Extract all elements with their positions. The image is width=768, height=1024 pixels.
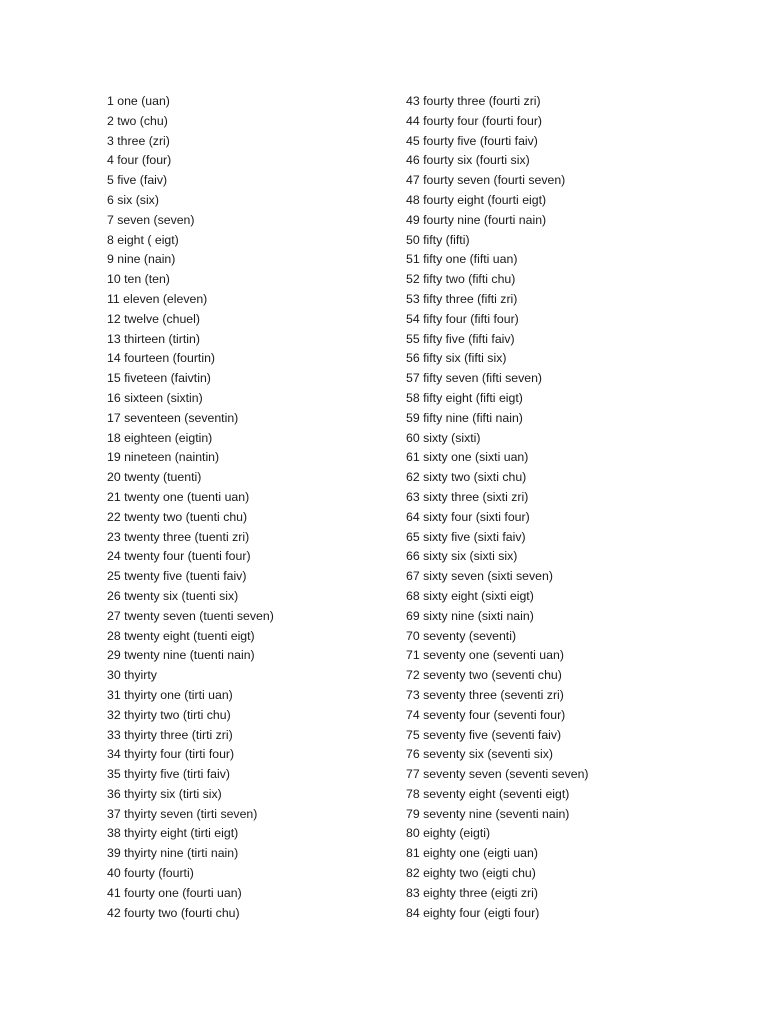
list-item: 51 fifty one (fifti uan)	[406, 252, 518, 267]
list-item: 78 seventy eight (seventi eigt)	[406, 786, 570, 801]
list-item: 19 nineteen (naintin)	[107, 450, 220, 465]
list-item: 44 fourty four (fourti four)	[406, 113, 543, 128]
list-item: 52 fifty two (fifti chu)	[406, 272, 516, 287]
list-item: 7 seven (seven)	[107, 212, 195, 227]
list-item: 76 seventy six (seventi six)	[406, 747, 553, 762]
list-item: 43 fourty three (fourti zri)	[406, 94, 541, 108]
list-item: 39 thyirty nine (tirti nain)	[107, 846, 239, 861]
list-item: 36 thyirty six (tirti six)	[107, 786, 222, 801]
list-item: 72 seventy two (seventi chu)	[406, 668, 562, 683]
list-item: 38 thyirty eight (tirti eigt)	[107, 826, 239, 841]
list-item: 31 thyirty one (tirti uan)	[107, 687, 233, 702]
list-item: 84 eighty four (eigti four)	[406, 905, 540, 920]
list-item: 1 one (uan)	[107, 94, 170, 108]
list-item: 5 five (faiv)	[107, 173, 168, 188]
list-item: 70 seventy (seventi)	[406, 628, 517, 643]
list-item: 32 thyirty two (tirti chu)	[107, 707, 231, 722]
list-item: 42 fourty two (fourti chu)	[107, 905, 240, 920]
list-item: 26 twenty six (tuenti six)	[107, 588, 239, 603]
list-item: 56 fifty six (fifti six)	[406, 351, 507, 366]
list-item: 3 three (zri)	[107, 133, 170, 148]
list-item: 58 fifty eight (fifti eigt)	[406, 390, 523, 405]
list-item: 80 eighty (eigti)	[406, 826, 491, 841]
list-item: 37 thyirty seven (tirti seven)	[107, 806, 258, 821]
list-item: 12 twelve (chuel)	[107, 311, 200, 326]
list-item: 75 seventy five (seventi faiv)	[406, 727, 562, 742]
list-item: 71 seventy one (seventi uan)	[406, 648, 564, 663]
list-item: 48 fourty eight (fourti eigt)	[406, 192, 547, 207]
list-item: 46 fourty six (fourti six)	[406, 153, 530, 168]
list-item: 35 thyirty five (tirti faiv)	[107, 767, 230, 782]
list-item: 34 thyirty four (tirti four)	[107, 747, 235, 762]
list-item: 20 twenty (tuenti)	[107, 470, 202, 485]
list-item: 53 fifty three (fifti zri)	[406, 291, 518, 306]
list-item: 73 seventy three (seventi zri)	[406, 687, 564, 702]
list-item: 40 fourty (fourti)	[107, 866, 194, 881]
list-item: 50 fifty (fifti)	[406, 232, 470, 247]
list-item: 2 two (chu)	[107, 113, 168, 128]
list-item: 17 seventeen (seventin)	[107, 410, 239, 425]
list-item: 6 six (six)	[107, 192, 159, 207]
list-item: 14 fourteen (fourtin)	[107, 351, 216, 366]
list-item: 65 sixty five (sixti faiv)	[406, 529, 526, 544]
list-item: 69 sixty nine (sixti nain)	[406, 608, 534, 623]
list-item: 47 fourty seven (fourti seven)	[406, 173, 566, 188]
list-item: 82 eighty two (eigti chu)	[406, 866, 536, 881]
list-item: 23 twenty three (tuenti zri)	[107, 529, 250, 544]
list-item: 24 twenty four (tuenti four)	[107, 549, 251, 564]
list-item: 55 fifty five (fifti faiv)	[406, 331, 515, 346]
right-number-list	[406, 92, 736, 923]
list-item: 49 fourty nine (fourti nain)	[406, 212, 547, 227]
list-item: 29 twenty nine (tuenti nain)	[107, 648, 255, 663]
list-item: 54 fifty four (fifti four)	[406, 311, 519, 326]
list-item: 81 eighty one (eigti uan)	[406, 846, 538, 861]
list-item: 63 sixty three (sixti zri)	[406, 489, 529, 504]
list-item: 74 seventy four (seventi four)	[406, 707, 566, 722]
list-item: 11 eleven (eleven)	[107, 291, 208, 306]
list-item: 18 eighteen (eigtin)	[107, 430, 213, 445]
list-item: 41 fourty one (fourti uan)	[107, 885, 242, 900]
list-item: 83 eighty three (eigti zri)	[406, 885, 538, 900]
list-item: 57 fifty seven (fifti seven)	[406, 371, 543, 386]
list-item: 77 seventy seven (seventi seven)	[406, 767, 589, 782]
list-item: 68 sixty eight (sixti eigt)	[406, 588, 534, 603]
list-item: 33 thyirty three (tirti zri)	[107, 727, 233, 742]
list-item: 15 fiveteen (faivtin)	[107, 371, 211, 386]
list-item: 9 nine (nain)	[107, 252, 176, 267]
list-item: 28 twenty eight (tuenti eigt)	[107, 628, 255, 643]
list-item: 61 sixty one (sixti uan)	[406, 450, 529, 465]
list-item: 67 sixty seven (sixti seven)	[406, 569, 553, 584]
list-item: 13 thirteen (tirtin)	[107, 331, 200, 346]
list-item: 21 twenty one (tuenti uan)	[107, 489, 250, 504]
list-item: 59 fifty nine (fifti nain)	[406, 410, 523, 425]
list-item: 60 sixty (sixti)	[406, 430, 481, 445]
list-item: 79 seventy nine (seventi nain)	[406, 806, 570, 821]
list-item: 10 ten (ten)	[107, 272, 170, 287]
list-item: 62 sixty two (sixti chu)	[406, 470, 527, 485]
list-item: 64 sixty four (sixti four)	[406, 509, 530, 524]
left-number-list	[107, 92, 387, 923]
list-item: 45 fourty five (fourti faiv)	[406, 133, 538, 148]
list-item: 27 twenty seven (tuenti seven)	[107, 608, 274, 623]
list-item: 16 sixteen (sixtin)	[107, 390, 203, 405]
list-item: 66 sixty six (sixti six)	[406, 549, 518, 564]
list-item: 22 twenty two (tuenti chu)	[107, 509, 248, 524]
list-item: 8 eight ( eigt)	[107, 232, 179, 247]
list-item: 30 thyirty	[107, 668, 157, 683]
list-item: 25 twenty five (tuenti faiv)	[107, 569, 247, 584]
list-item: 4 four (four)	[107, 153, 172, 168]
